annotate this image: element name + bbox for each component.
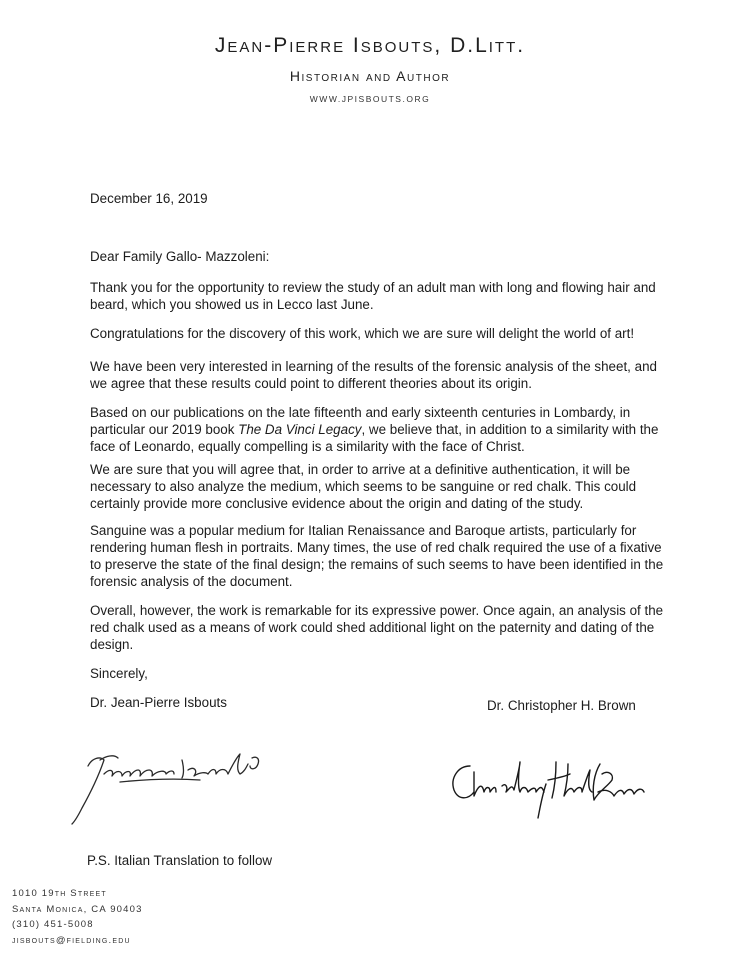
paragraph-7: Overall, however, the work is remarkable for its expressive power. Once again, an analysis of the red chalk used as a means of work could shed additional light on the paternity and dating of the design. [90,603,664,652]
letterhead-title: Historian and Author [289,68,451,84]
address-street: 1010 19th Street [12,888,107,899]
paragraph-4-end: , we believe that, in addition to a similarity with the face of Leonardo, equally compelling is a similarity with the face of Christ. [90,422,659,454]
letterhead-name: Jean-Pierre Isbouts, D.Litt. [214,34,526,57]
paragraph-5: We are sure that you will agree that, in order to arrive at a definitive authentication, it will be necessary to also analyze the medium, which seems to be sanguine or red chalk. This could certainly provide more conclusive evidence about the origin and dating of the study. [90,462,637,511]
postscript: P.S. Italian Translation to follow [87,853,273,868]
letterhead-website: WWW.JPISBOUTS.ORG [309,94,431,104]
paragraph-2: Congratulations for the discovery of this work, which we are sure will delight the world of art! [90,326,635,341]
address-city: Santa Monica, CA 90403 [12,903,143,915]
paragraph-3: We have been very interested in learning of the results of the forensic analysis of the sheet, and we agree that these results could point to different theories about its origin. [90,359,657,391]
address-phone: (310) 451-5008 [12,919,94,930]
book-title: The Da Vinci Legacy [238,422,362,437]
signatory-name-isbouts: Dr. Jean-Pierre Isbouts [90,695,227,710]
paragraph-6: Sanguine was a popular medium for Italian Renaissance and Baroque artists, particularly for rendering human flesh in portraits. Many times, the use of red chalk required the use of a fixative to preserve the state of the final design; the remains of such seems to have been identified in the forensic analysis of the document. [90,523,664,589]
signature-brown [448,752,648,832]
paragraph-4-start: Based on our publications on the late fifteenth and early sixteenth centuries in Lombardy, in particular our 2019 book [90,405,631,437]
address-email: jisbouts@fielding.edu [12,934,131,946]
paragraph-4 [90,404,670,455]
letter-date: December 16, 2019 [90,191,208,206]
signature-isbouts [70,738,270,828]
letter-closing: Sincerely, [90,666,148,681]
footer-address [12,886,143,948]
letter-salutation: Dear Family Gallo- Mazzoleni: [90,249,270,264]
signatory-name-brown: Dr. Christopher H. Brown [487,698,636,713]
paragraph-1: Thank you for the opportunity to review the study of an adult man with long and flowing hair and beard, which you showed us in Lecco last June. [90,280,656,312]
